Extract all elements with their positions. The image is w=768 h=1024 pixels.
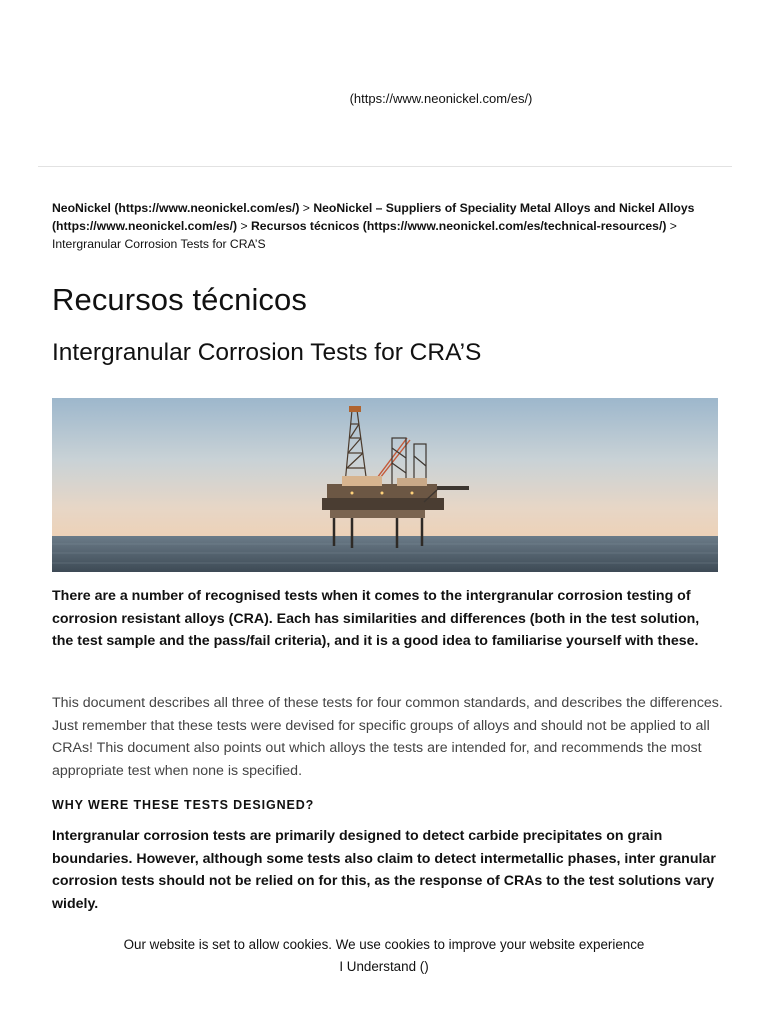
cookie-notice-message: Our website is set to allow cookies. We use cookies to improve your website experience: [123, 937, 645, 952]
breadcrumb-current: Intergranular Corrosion Tests for CRA’S: [52, 237, 266, 251]
intro-lead-paragraph: There are a number of recognised tests when it comes to the intergranular corrosion testing of corrosion resistant alloys (CRA). Each has similarities and differences (both in the test solution, the test sample and the pass/fail criteria), and it is a good idea to familiarise yourself with these.: [52, 588, 700, 649]
section-lead-paragraph: Intergranular corrosion tests are primarily designed to detect carbide precipitates on grain boundaries. However, although some tests also claim to detect intermetallic phases, inter granular corrosion tests should not be relied on for this, as the response of CRAs to the test solutions vary widely.: [52, 828, 716, 912]
hero-image-oil-rig: [52, 398, 718, 572]
breadcrumb-item-neonickel[interactable]: NeoNickel (https://www.neonickel.com/es/): [52, 201, 300, 215]
breadcrumb-item-recursos[interactable]: Recursos técnicos (https://www.neonickel.com/es/technical-resources/): [251, 219, 667, 233]
breadcrumb: [52, 199, 712, 253]
cookie-accept-button[interactable]: I Understand (): [339, 959, 429, 974]
section-heading-why-designed: WHY WERE THESE TESTS DESIGNED?: [52, 798, 315, 812]
header-divider: [38, 166, 732, 167]
breadcrumb-separator: >: [299, 201, 314, 215]
page-title: Recursos técnicos: [52, 282, 307, 317]
breadcrumb-separator: >: [237, 219, 251, 233]
article-title: Intergranular Corrosion Tests for CRA’S: [52, 339, 482, 366]
breadcrumb-item-suppliers[interactable]: NeoNickel – Suppliers of Speciality Metal Alloys and Nickel Alloys (https://www.neonickel.com/es/): [52, 201, 695, 233]
site-home-link[interactable]: (https://www.neonickel.com/es/): [349, 91, 533, 106]
breadcrumb-separator: >: [666, 219, 677, 233]
intro-body-paragraph: This document describes all three of these tests for four common standards, and describes the differences. Just remember that these tests were devised for specific groups of alloys and should not be applied to all CRAs! This document also points out which alloys the tests are intended for, and recommends the most appropriate test when none is specified.: [52, 695, 723, 779]
